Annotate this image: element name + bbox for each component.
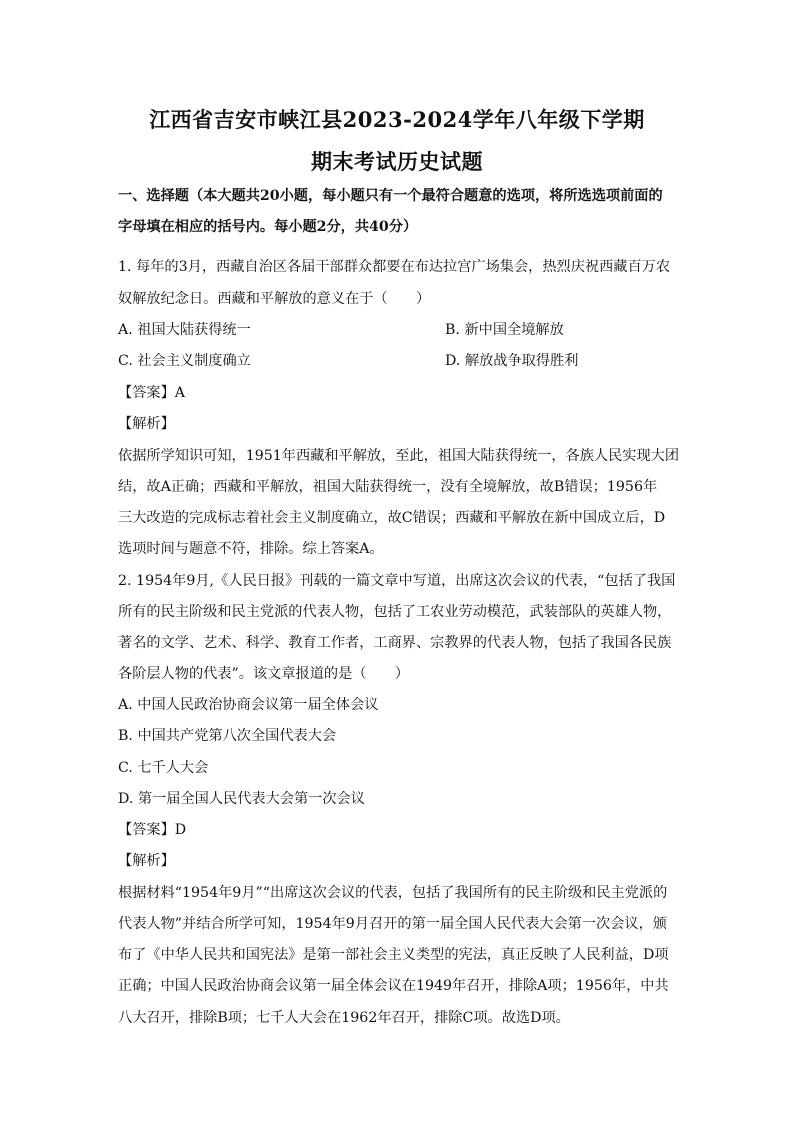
q2-analysis-label: 【解析】 <box>118 853 175 869</box>
q2-answer: 【答案】D <box>118 822 187 838</box>
document-title-line2: 期末考试历史试题 <box>311 149 483 174</box>
q2-stem-line3: 著名的文学、艺术、科学、教育工作者，工商界、宗教界的代表人物，包括了我国各民族 <box>118 635 672 651</box>
q1-option-b: B. 新中国全境解放 <box>445 322 564 338</box>
q1-option-d: D. 解放战争取得胜利 <box>445 353 579 369</box>
q1-stem-line2: 奴解放纪念日。西藏和平解放的意义在于（ ） <box>118 291 431 307</box>
q1-analysis-line4: 选项时间与题意不符，排除。综上答案A。 <box>118 541 384 557</box>
q1-stem-line1: 1. 每年的3月，西藏自治区各届干部群众都要在布达拉宫广场集会，热烈庆祝西藏百万农 <box>118 259 671 275</box>
q2-stem-line1: 2. 1954年9月,《人民日报》刊载的一篇文章中写道，出席这次会议的代表，“包括了我国 <box>118 573 676 589</box>
q2-option-b: B. 中国共产党第八次全国代表大会 <box>118 728 337 744</box>
q2-option-c: C. 七千人大会 <box>118 760 209 776</box>
q2-analysis-line5: 八大召开，排除B项；七千人大会在1962年召开，排除C项。故选D项。 <box>118 1010 570 1026</box>
q2-option-a: A. 中国人民政治协商会议第一届全体会议 <box>118 697 379 713</box>
q1-option-c: C. 社会主义制度确立 <box>118 353 251 369</box>
q2-analysis-line4: 正确；中国人民政治协商会议第一届全体会议在1949年召开，排除A项；1956年，中共 <box>118 978 669 994</box>
q2-stem-line4: 各阶层人物的代表”。该文章报道的是（ ） <box>118 666 410 682</box>
q2-analysis-line2: 代表人物”并结合所学可知，1954年9月召开的第一届全国人民代表大会第一次会议，颁 <box>118 916 667 932</box>
q1-option-a: A. 祖国大陆获得统一 <box>118 322 251 338</box>
q1-answer: 【答案】A <box>118 385 185 401</box>
q1-analysis-line3: 三大改造的完成标志着社会主义制度确立，故C错误；西藏和平解放在新中国成立后，D <box>118 510 666 526</box>
section-header-line2: 字母填在相应的括号内。每小题2分，共40分） <box>118 219 418 235</box>
q2-option-d: D. 第一届全国人民代表大会第一次会议 <box>118 791 365 807</box>
section-header-line1: 一、选择题（本大题共20小题，每小题只有一个最符合题意的选项，将所选选项前面的 <box>118 188 663 204</box>
q1-analysis-label: 【解析】 <box>118 416 175 432</box>
q2-analysis-line3: 布了《中华人民共和国宪法》是第一部社会主义类型的宪法，真正反映了人民利益，D项 <box>118 947 669 963</box>
q2-analysis-line1: 根据材料“1954年9月”“出席这次会议的代表，包括了我国所有的民主阶级和民主党派的 <box>118 885 668 901</box>
document-title-line1: 江西省吉安市峡江县2023-2024学年八年级下学期 <box>149 107 645 132</box>
q1-analysis-line1: 依据所学知识可知，1951年西藏和平解放，至此，祖国大陆获得统一，各族人民实现大团 <box>118 448 680 464</box>
q1-analysis-line2: 结，故A正确；西藏和平解放，祖国大陆获得统一，没有全境解放，故B错误；1956年 <box>118 479 658 495</box>
q2-stem-line2: 所有的民主阶级和民主党派的代表人物，包括了工农业劳动模范，武装部队的英雄人物， <box>118 604 672 620</box>
